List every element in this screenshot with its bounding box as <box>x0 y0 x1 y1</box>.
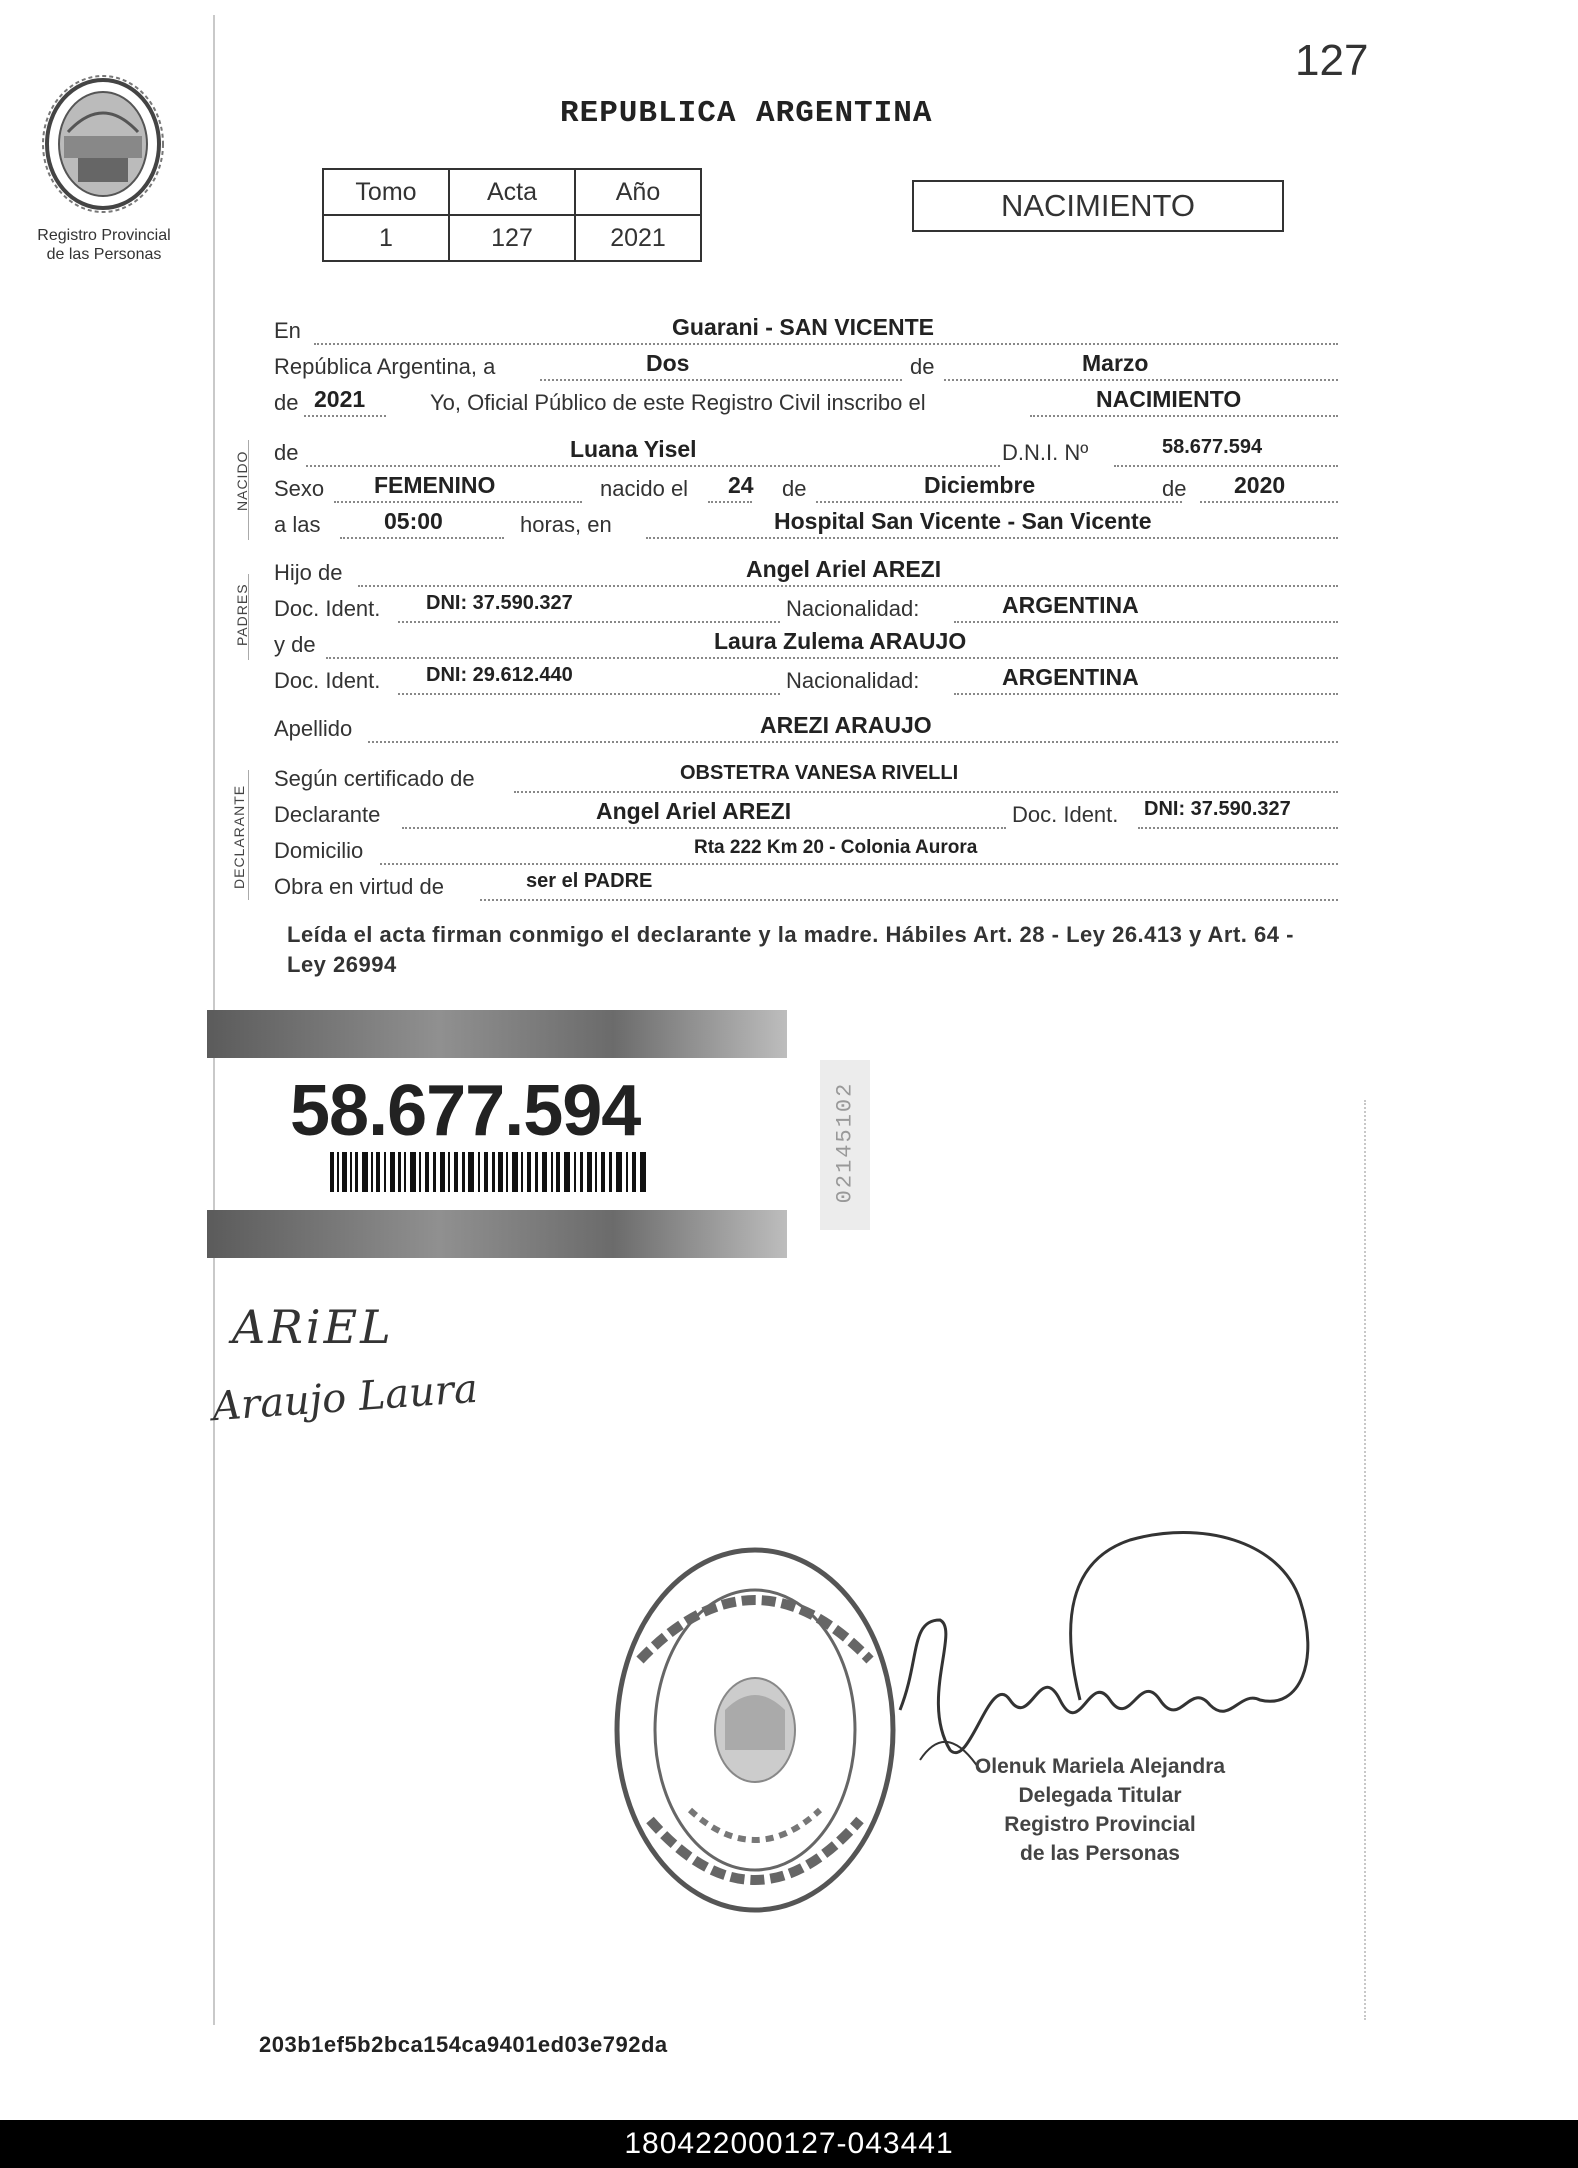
value-certificado: OBSTETRA VANESA RIVELLI <box>680 762 959 784</box>
vertical-code-text: 02145102 <box>832 1081 858 1204</box>
label-y-de: y de <box>274 632 316 657</box>
label-republica: República Argentina, a <box>274 354 496 379</box>
value-obra: ser el PADRE <box>526 870 653 892</box>
barcode-icon <box>330 1152 650 1192</box>
value-dni: 58.677.594 <box>1162 436 1263 458</box>
record-type-box: NACIMIENTO <box>912 180 1284 232</box>
label-hijo-de: Hijo de <box>274 560 343 585</box>
label-dni: D.N.I. Nº <box>1002 440 1089 465</box>
province-seal-icon <box>38 74 168 214</box>
dni-label-band-bottom <box>207 1210 787 1258</box>
label-de-mes: de <box>910 354 935 379</box>
label-domicilio: Domicilio <box>274 838 364 863</box>
form-row-apellido <box>274 712 1342 746</box>
value-apellido: AREZI ARAUJO <box>760 712 932 738</box>
value-nacionalidad-madre: ARGENTINA <box>1002 664 1139 690</box>
record-value-anio: 2021 <box>575 215 701 261</box>
label-apellido: Apellido <box>274 716 353 741</box>
side-label-nacido: NACIDO <box>234 450 250 511</box>
form-row-certificado <box>274 762 1342 796</box>
value-nacionalidad-padre: ARGENTINA <box>1002 592 1139 618</box>
value-mes: Marzo <box>1082 350 1149 376</box>
value-acto: NACIMIENTO <box>1096 386 1242 412</box>
label-en: En <box>274 318 301 343</box>
form-row-madre <box>274 628 1342 662</box>
official-signatory-block <box>900 1752 1300 1868</box>
value-padre: Angel Ariel AREZI <box>746 556 942 582</box>
label-doc-declarante: Doc. Ident. <box>1012 802 1119 827</box>
document-title: REPUBLICA ARGENTINA <box>560 96 933 131</box>
official-stamp-icon <box>610 1540 900 1920</box>
form-row-nombre <box>274 436 1342 470</box>
dni-label-band-top <box>207 1010 787 1058</box>
handwritten-signature-father: ARiEL <box>232 1300 394 1354</box>
label-sexo: Sexo <box>274 476 325 501</box>
label-de-nombre: de <box>274 440 299 465</box>
value-declarante: Angel Ariel AREZI <box>596 798 792 824</box>
side-divider-declarante <box>248 770 249 900</box>
record-header-acta: Acta <box>449 169 575 215</box>
form-row-domicilio <box>274 838 1342 868</box>
label-doc-padre: Doc. Ident. <box>274 596 381 621</box>
form-row-sexo <box>274 472 1342 506</box>
form-row-fecha <box>274 350 1342 384</box>
official-org-2: de las Personas <box>1020 1842 1180 1865</box>
record-header-tomo: Tomo <box>323 169 449 215</box>
form-row-obra <box>274 870 1342 904</box>
label-nacionalidad-madre: Nacionalidad: <box>786 668 920 693</box>
label-de-2: de <box>1162 476 1187 501</box>
side-label-declarante: DECLARANTE <box>231 784 247 889</box>
form-row-declarante <box>274 798 1342 832</box>
form-row-anio <box>274 386 1342 420</box>
dni-big-number: 58.677.594 <box>290 1071 641 1151</box>
label-horas-en: horas, en <box>520 512 612 537</box>
label-a-las: a las <box>274 512 321 537</box>
official-org-1: Registro Provincial <box>1004 1813 1196 1836</box>
form-row-hora <box>274 508 1342 542</box>
footer-code: 180422000127-043441 <box>0 2120 1578 2168</box>
label-de-anio: de <box>274 390 299 415</box>
official-title: Delegada Titular <box>1018 1784 1182 1807</box>
official-name: Olenuk Mariela Alejandra <box>974 1755 1226 1778</box>
right-margin-line <box>1364 1100 1366 2020</box>
label-de-1: de <box>782 476 807 501</box>
vertical-control-code <box>820 1060 870 1230</box>
value-sexo: FEMENINO <box>374 472 496 498</box>
value-mes-nacimiento: Diciembre <box>924 472 1036 498</box>
organization-line-2: de las Personas <box>46 246 162 263</box>
value-lugar-nacimiento: Hospital San Vicente - San Vicente <box>774 508 1152 534</box>
organization-line-1: Registro Provincial <box>37 227 171 244</box>
label-inscribo: Yo, Oficial Público de este Registro Civil inscribo el <box>430 390 926 415</box>
form-row-padre <box>274 556 1342 590</box>
value-doc-declarante: DNI: 37.590.327 <box>1144 798 1291 820</box>
label-doc-madre: Doc. Ident. <box>274 668 381 693</box>
legal-note: Leída el acta firman conmigo el declarante y la madre. Hábiles Art. 28 - Ley 26.413 y Art. 64 - Ley 26994 <box>287 922 1294 977</box>
record-header-anio: Año <box>575 169 701 215</box>
value-dia: Dos <box>646 350 690 376</box>
handwritten-signature-mother: Araujo Laura <box>210 1365 480 1431</box>
value-lugar: Guarani - SAN VICENTE <box>672 314 934 340</box>
organization-label <box>16 226 192 264</box>
value-hora: 05:00 <box>384 508 443 534</box>
value-anio-nacimiento: 2020 <box>1234 472 1286 498</box>
value-nombre: Luana Yisel <box>570 436 697 462</box>
label-declarante: Declarante <box>274 802 381 827</box>
form-row-en <box>274 314 1342 348</box>
record-value-tomo: 1 <box>323 215 449 261</box>
label-nacido-el: nacido el <box>600 476 689 501</box>
value-dia-nacimiento: 24 <box>728 472 754 498</box>
side-label-padres: PADRES <box>234 583 250 646</box>
label-nacionalidad-padre: Nacionalidad: <box>786 596 920 621</box>
value-domicilio: Rta 222 Km 20 - Colonia Aurora <box>694 837 978 858</box>
label-certificado: Según certificado de <box>274 766 475 791</box>
form-row-madre-doc <box>274 664 1342 698</box>
value-anio: 2021 <box>314 386 366 412</box>
label-obra: Obra en virtud de <box>274 874 444 899</box>
value-madre: Laura Zulema ARAUJO <box>714 628 967 654</box>
value-doc-padre: DNI: 37.590.327 <box>426 592 573 614</box>
page-number: 127 <box>1295 36 1369 85</box>
form-row-padre-doc <box>274 592 1342 626</box>
value-doc-madre: DNI: 29.612.440 <box>426 664 573 686</box>
record-value-acta: 127 <box>449 215 575 261</box>
document-hash: 203b1ef5b2bca154ca9401ed03e792da <box>259 2032 668 2057</box>
record-table <box>322 168 702 262</box>
